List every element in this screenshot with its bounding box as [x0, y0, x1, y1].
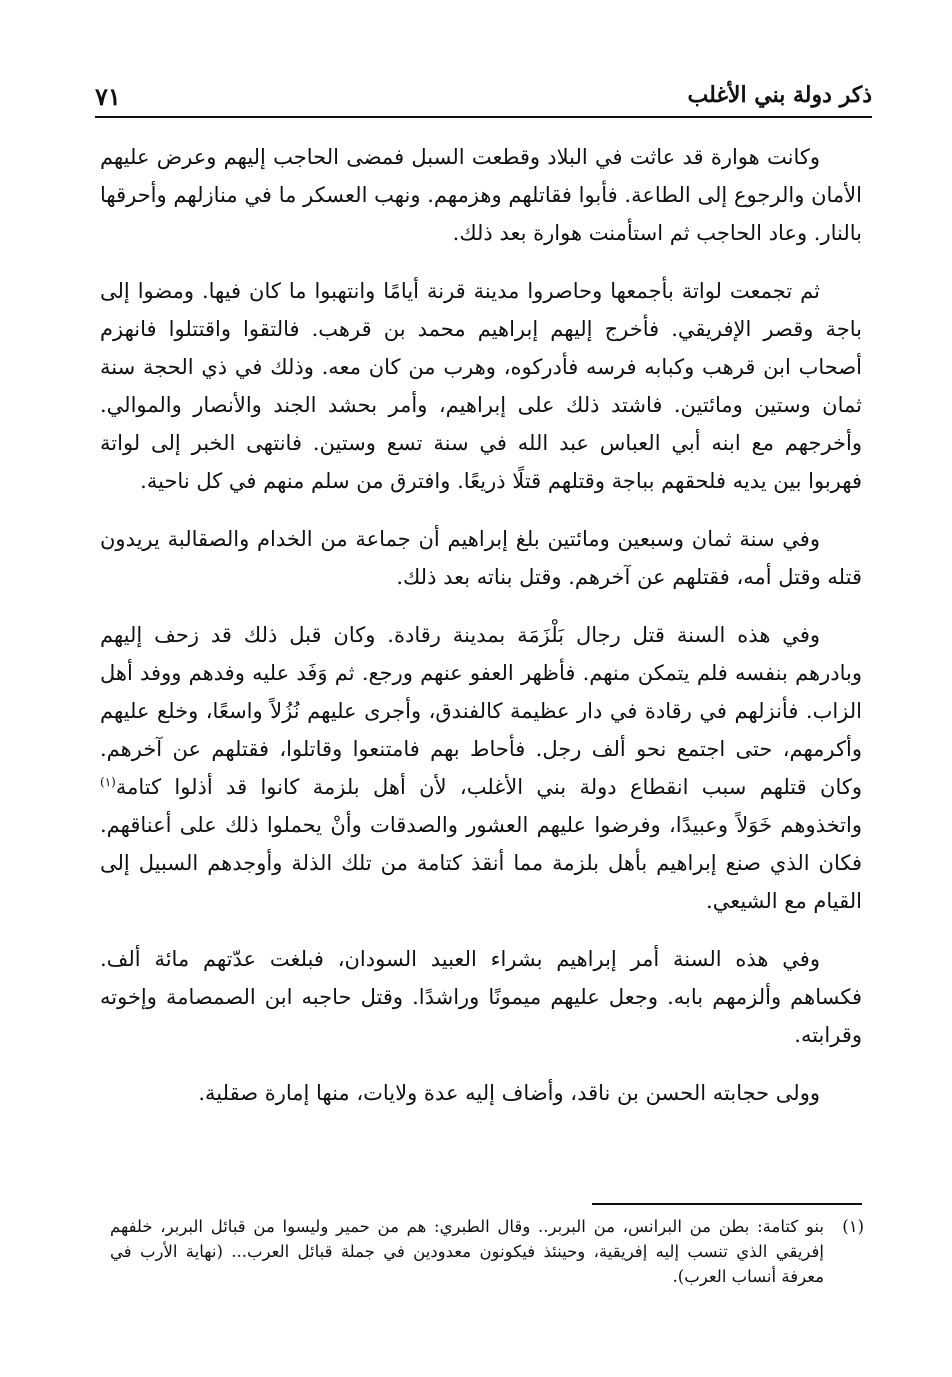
paragraph: وفي هذه السنة أمر إبراهيم بشراء العبيد السودان، فبلغت عدّتهم مائة ألف. فكساهم وألزمهم بابه. وجعل عليهم ميمونًا وراشدًا. وقتل حاجبه ابن الصمصامة وإخوته وقرابته.: [100, 947, 862, 1047]
main-text: [100, 138, 862, 1132]
paragraph: وولى حجابته الحسن بن ناقد، وأضاف إليه عدة ولايات، منها إمارة صقلية.: [198, 1081, 820, 1105]
footnote-text: بنو كتامة: بطن من البرانس، من البربر.. وقال الطبري: هم من حمير وليسوا من قبائل البربر، خلفهم إفريقي الذي تنسب إليه إفريقية، وحينئذ فيكونون معدودين في جملة قبائل العرب... (نهاية الأرب في معرفة أنساب العرب).: [110, 1217, 824, 1286]
footnote-number: (١): [842, 1217, 864, 1236]
running-title: ذكر دولة بني الأغلب: [687, 82, 872, 108]
footnote-reference[interactable]: (١): [100, 775, 116, 789]
header-divider: [95, 116, 872, 118]
paragraph: [100, 616, 862, 920]
paragraph: ثم تجمعت لواتة بأجمعها وحاصروا مدينة قرنة أيامًا وانتهبوا ما كان فيها. ومضوا إلى باجة وقصر الإفريقي. فأخرج إليهم إبراهيم محمد بن قرهب. فالتقوا واقتتلوا فانهزم أصحاب ابن قرهب وكبابه فرسه فأدركوه، وهرب من كان معه. وذلك في ذي الحجة سنة ثمان وستين ومائتين. فاشتد ذلك على إبراهيم، وأمر بحشد الجند والأنصار والموالي. وأخرجهم مع ابنه أبي العباس عبد الله في سنة تسع وستين. فانتهى الخبر إلى لواتة فهربوا بين يديه فلحقهم بباجة وقتلهم قتلًا ذريعًا. وافترق من سلم منهم في كل ناحية.: [100, 279, 862, 493]
paragraph-text: وفي هذه السنة قتل رجال بَلْزَمَة بمدينة رقادة. وكان قبل ذلك قد زحف إليهم وبادرهم بنفسه فلم يتمكن منهم. فأظهر العفو عنهم ورجع. ثم وَفَد عليه وفدهم ووفد أهل الزاب. فأنزلهم في رقادة في دار عظيمة كالفندق، وأجرى عليهم نُزُلاً واسعًا، وخلع عليهم وأكرمهم، حتى اجتمع نحو ألف رجل. فأحاط بهم فامتنعوا وقاتلوا، فقتلهم عن آخرهم. وكان قتلهم سبب انقطاع دولة بني الأغلب، لأن أهل بلزمة كانوا قد أذلوا كتامة: [100, 623, 862, 799]
page-number: ٧١: [95, 82, 121, 111]
paragraph-text-continued: واتخذوهم خَوَلاً وعبيدًا، وفرضوا عليهم العشور والصدقات وأنْ يحملوا ذلك على أعناقهم. فكان الذي صنع إبراهيم بأهل بلزمة مما أنقذ كتامة من تلك الذلة وأوجدهم السبيل إلى القيام مع الشيعي.: [100, 813, 862, 913]
page-header: [95, 78, 872, 118]
paragraph: وفي سنة ثمان وسبعين ومائتين بلغ إبراهيم أن جماعة من الخدام والصقالبة يريدون قتله وقتل أمه، فقتلهم عن آخرهم. وقتل بناته بعد ذلك.: [100, 527, 862, 589]
footnote-divider: [592, 1203, 862, 1205]
paragraph: وكانت هوارة قد عاثت في البلاد وقطعت السبل فمضى الحاجب إليهم وعرض عليهم الأمان والرجوع إلى الطاعة. فأبوا فقاتلهم وهزمهم. ونهب العسكر ما في منازلهم وأحرقها بالنار. وعاد الحاجب ثم استأمنت هوارة بعد ذلك.: [100, 145, 862, 245]
footnote: [110, 1214, 864, 1289]
